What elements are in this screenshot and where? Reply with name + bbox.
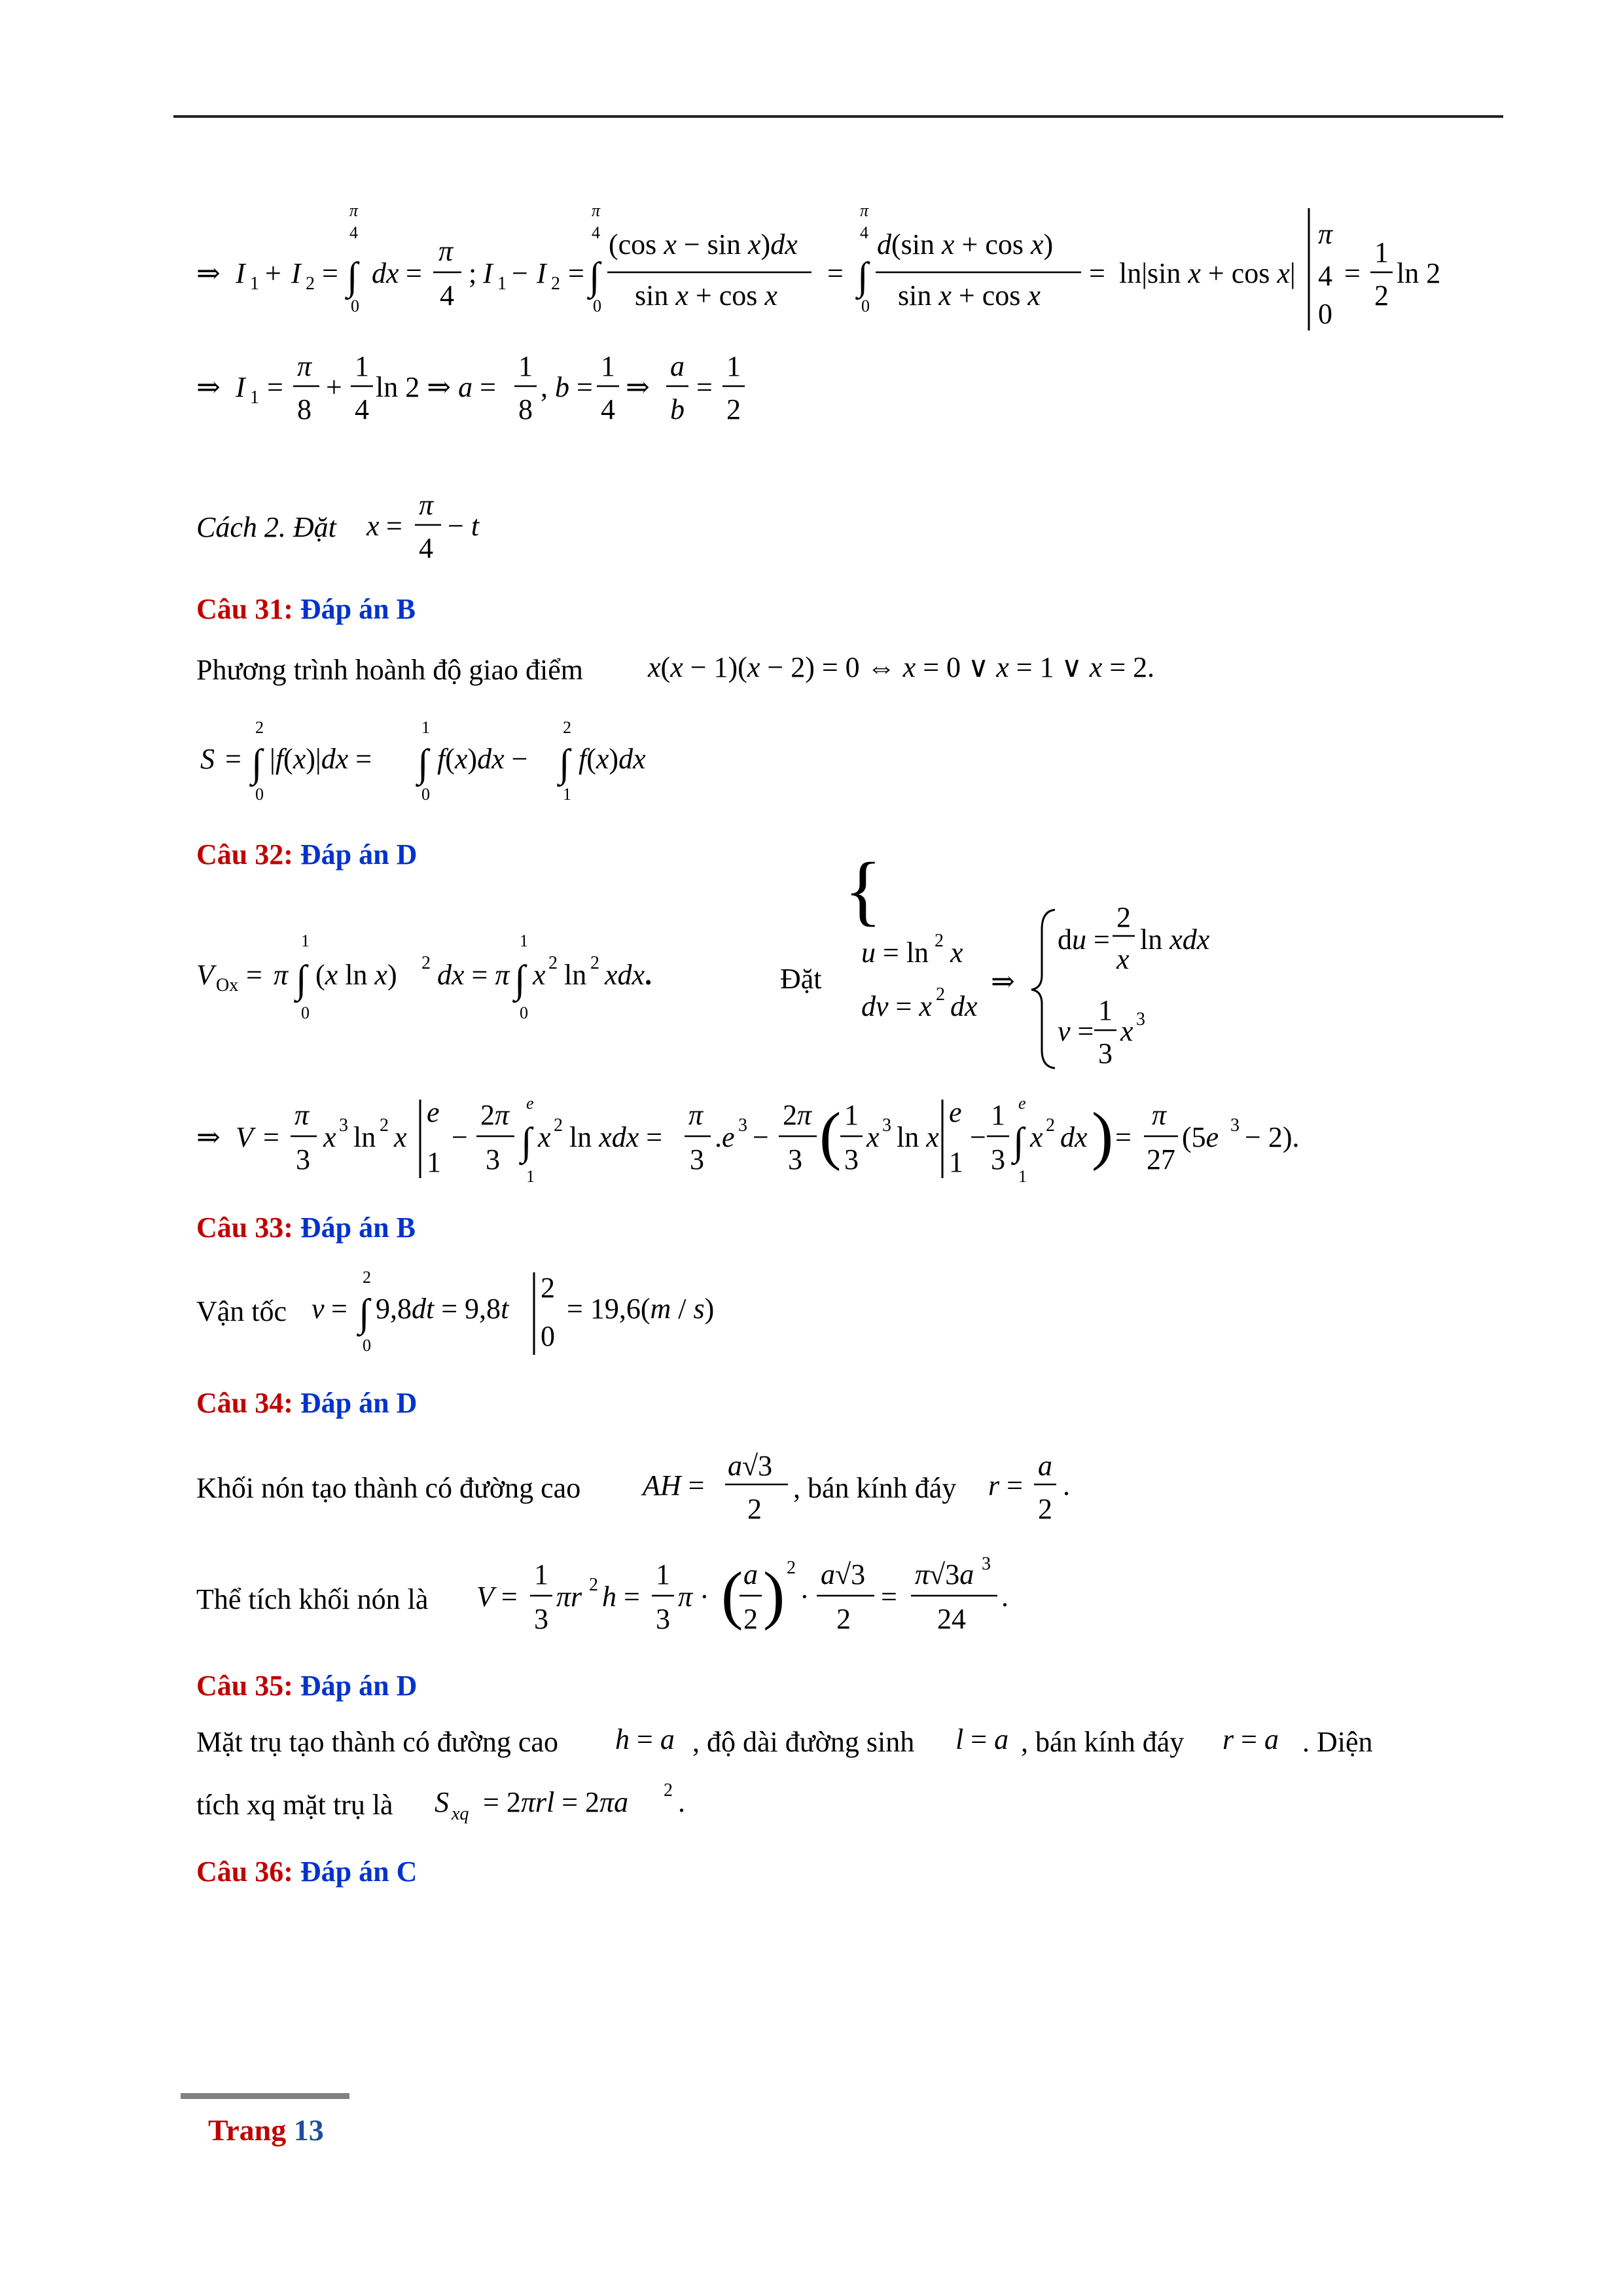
svg-text:2: 2 [836, 1603, 851, 1635]
svg-text:2: 2 [380, 1115, 389, 1136]
page-number: 13 [293, 2113, 324, 2147]
svg-text:1: 1 [656, 1558, 670, 1590]
q31-label: Câu 31: [196, 593, 293, 625]
svg-text:4: 4 [1318, 260, 1332, 292]
svg-text:π: π [860, 201, 869, 220]
svg-text:=: = [225, 743, 241, 775]
svg-text:0: 0 [363, 1336, 371, 1355]
svg-text:3: 3 [991, 1143, 1005, 1175]
svg-text:(x ln x): (x ln x) [315, 959, 397, 991]
svg-text:S: S [200, 743, 215, 775]
svg-text:2: 2 [1046, 1115, 1055, 1136]
svg-text:ln 2 ⇒ a =: ln 2 ⇒ a = [376, 371, 496, 403]
q32-volume-formula [196, 931, 652, 1022]
svg-text:dx: dx [1060, 1121, 1088, 1153]
svg-text:24: 24 [937, 1603, 966, 1635]
svg-text:0: 0 [421, 785, 430, 804]
q33-label: Câu 33: [196, 1211, 293, 1244]
svg-text:x(x − 1)(x − 2) = 0 ⇔ x = 0 ∨: x(x − 1)(x − 2) = 0 ⇔ x = 0 ∨ x = 1 ∨ x = 2. [648, 651, 1155, 683]
svg-text:.e: .e [715, 1121, 735, 1153]
svg-text:f(x)dx: f(x)dx [579, 743, 646, 775]
svg-text:3: 3 [486, 1143, 500, 1175]
q34-text2: Thể tích khối nón là [196, 1583, 429, 1615]
svg-text:π: π [1152, 1099, 1167, 1131]
svg-text:=: = [263, 1121, 279, 1153]
q32-answer: Đáp án D [300, 838, 418, 870]
svg-text:sin x + cos x: sin x + cos x [635, 279, 777, 312]
q36-label: Câu 36: [196, 1856, 293, 1888]
svg-text:2: 2 [255, 718, 264, 737]
svg-text:−: − [452, 1121, 468, 1153]
svg-text:=: = [881, 1581, 897, 1613]
q35-answer: Đáp án D [300, 1670, 418, 1702]
svg-text:ln xdx: ln xdx [1140, 924, 1210, 956]
svg-text:1: 1 [518, 350, 533, 382]
svg-text:0: 0 [351, 296, 359, 315]
svg-text:u = ln: u = ln [861, 937, 929, 969]
cach2-label: Cách 2. Đặt [196, 511, 336, 543]
svg-text:=: = [568, 257, 584, 289]
svg-text:1: 1 [949, 1146, 963, 1178]
svg-text:x: x [538, 1121, 551, 1153]
svg-text:π: π [1318, 218, 1333, 250]
svg-text:−: − [512, 257, 528, 289]
svg-text:, b =: , b = [541, 371, 593, 403]
svg-text:4: 4 [440, 279, 454, 312]
svg-text:π: π [297, 350, 312, 382]
svg-text:π√3a: π√3a [915, 1558, 974, 1590]
q34-text1b: , bán kính đáy [793, 1472, 957, 1504]
svg-text:a: a [743, 1558, 758, 1590]
svg-text:∫: ∫ [559, 742, 570, 785]
q31-area-formula [200, 718, 646, 804]
svg-text:x: x [866, 1121, 880, 1153]
svg-text:2: 2 [554, 1115, 563, 1136]
svg-text:f(x)dx −: f(x)dx − [437, 743, 528, 775]
svg-text:2: 2 [421, 953, 431, 973]
svg-text:=: = [1344, 257, 1361, 289]
q36-heading [196, 1855, 417, 1888]
svg-text:= 19,6(m / s): = 19,6(m / s) [567, 1293, 715, 1325]
svg-text:2: 2 [363, 1268, 371, 1287]
svg-text:e: e [949, 1096, 962, 1128]
q31-equation [647, 651, 1154, 683]
svg-text:1: 1 [601, 350, 615, 382]
svg-text:∫: ∫ [347, 255, 358, 298]
svg-text:(cos x − sin x)dx: (cos x − sin x)dx [609, 228, 798, 260]
svg-text:2: 2 [935, 931, 944, 951]
svg-text:2π: 2π [783, 1099, 812, 1131]
svg-text:27: 27 [1147, 1143, 1175, 1175]
svg-text:h = a: h = a [615, 1723, 675, 1755]
svg-text:8: 8 [518, 393, 533, 425]
svg-text:du =: du = [1058, 924, 1110, 956]
svg-text:π ·: π · [678, 1581, 709, 1613]
q31-text: Phương trình hoành độ giao điểm [196, 654, 583, 686]
svg-text:+: + [326, 371, 342, 403]
svg-text:= 2πrl = 2πa: = 2πrl = 2πa [483, 1786, 629, 1818]
svg-text:2: 2 [787, 1558, 796, 1578]
svg-text:2: 2 [726, 393, 741, 425]
svg-text:1: 1 [250, 274, 259, 294]
svg-text:− 2).: − 2). [1245, 1121, 1300, 1153]
svg-text:0: 0 [1318, 298, 1332, 330]
svg-text:{: { [844, 846, 882, 933]
svg-text:1: 1 [497, 274, 507, 294]
formula-line-1 [196, 201, 1440, 331]
svg-text:3: 3 [982, 1554, 991, 1574]
svg-text:1: 1 [1018, 1167, 1027, 1186]
svg-text:Ox: Ox [216, 975, 239, 996]
svg-text:4: 4 [355, 393, 369, 425]
svg-text:e: e [526, 1094, 534, 1113]
svg-text:AH =: AH = [643, 1469, 705, 1501]
svg-text:+: + [265, 257, 281, 289]
svg-text:1: 1 [534, 1558, 548, 1590]
svg-text:ln: ln [564, 959, 587, 991]
svg-text:h =: h = [602, 1581, 640, 1613]
svg-text:2: 2 [936, 984, 945, 1005]
cach2-formula [366, 489, 480, 564]
svg-text:sin x + cos x: sin x + cos x [898, 279, 1041, 312]
svg-text:e: e [427, 1096, 440, 1128]
svg-text:2: 2 [664, 1780, 673, 1801]
svg-text:a: a [1038, 1450, 1052, 1482]
svg-text:dx: dx [372, 257, 399, 289]
svg-text:4: 4 [601, 393, 615, 425]
svg-text:dx: dx [950, 990, 978, 1022]
svg-text:− t: − t [448, 510, 480, 542]
svg-text:l = a: l = a [955, 1723, 1009, 1755]
q32-dat-label: Đặt [780, 963, 822, 995]
svg-text:): ) [763, 1558, 785, 1631]
svg-text:xq: xq [452, 1804, 469, 1824]
q35-text1b: , độ dài đường sinh [692, 1726, 915, 1758]
svg-text:2: 2 [306, 274, 315, 294]
q33-text: Vận tốc [196, 1295, 287, 1327]
svg-text:π: π [349, 201, 359, 220]
svg-text:=: = [386, 510, 402, 542]
svg-text:1: 1 [991, 1099, 1005, 1131]
svg-text:⇒: ⇒ [196, 257, 221, 289]
svg-text:x: x [950, 937, 963, 969]
svg-text:r = a: r = a [1222, 1723, 1279, 1755]
svg-text:3: 3 [656, 1603, 670, 1635]
svg-text:2π: 2π [480, 1099, 510, 1131]
svg-text:3: 3 [788, 1143, 802, 1175]
svg-text:a√3: a√3 [821, 1558, 866, 1590]
svg-text:∫: ∫ [589, 255, 600, 298]
svg-text:x: x [1030, 1121, 1043, 1153]
svg-text:π: π [419, 489, 434, 521]
svg-text:∫: ∫ [296, 958, 307, 1001]
svg-text:x: x [533, 959, 546, 991]
svg-text:0: 0 [255, 785, 264, 804]
svg-text:=: = [1115, 1121, 1132, 1153]
q34-text1: Khối nón tạo thành có đường cao [196, 1472, 581, 1504]
svg-text:I: I [236, 371, 245, 403]
q36-answer: Đáp án C [300, 1856, 418, 1888]
svg-text:∫: ∫ [251, 742, 262, 785]
svg-text:∫: ∫ [1013, 1120, 1024, 1163]
svg-text:2: 2 [1374, 279, 1389, 312]
cach2-text [196, 511, 336, 544]
svg-text:d(sin x + cos x): d(sin x + cos x) [877, 228, 1054, 260]
svg-text:V: V [236, 1121, 253, 1153]
svg-text:3: 3 [690, 1143, 704, 1175]
page-footer [208, 2113, 324, 2147]
svg-text:⇒: ⇒ [991, 965, 1015, 997]
svg-text:1: 1 [301, 931, 310, 950]
svg-text:I: I [483, 257, 493, 289]
svg-text:0: 0 [541, 1320, 555, 1352]
svg-text:∫: ∫ [857, 255, 868, 298]
svg-text:2: 2 [563, 718, 571, 737]
svg-text:∫: ∫ [359, 1291, 370, 1335]
svg-text:3: 3 [339, 1115, 348, 1136]
svg-text:2: 2 [590, 953, 599, 973]
svg-text:3: 3 [1136, 1009, 1145, 1030]
q34-volume-formula [476, 1554, 1008, 1635]
svg-text:2: 2 [551, 274, 560, 294]
svg-text:v =: v = [1058, 1015, 1094, 1047]
formula-line-2 [196, 350, 745, 425]
svg-text:ln 2: ln 2 [1397, 257, 1441, 289]
q35-text2: tích xq mặt trụ là [196, 1789, 393, 1821]
q33-heading [196, 1211, 416, 1244]
svg-text:.: . [1063, 1469, 1070, 1501]
svg-text:v: v [312, 1293, 325, 1325]
q33-answer: Đáp án B [300, 1211, 416, 1244]
svg-text:⇒: ⇒ [626, 371, 650, 403]
svg-text:1: 1 [726, 350, 741, 382]
svg-text:3: 3 [844, 1143, 859, 1175]
svg-text:∫: ∫ [418, 742, 429, 785]
q32-heading [196, 838, 417, 871]
svg-text:=: = [1089, 257, 1105, 289]
svg-text:x: x [394, 1121, 407, 1153]
svg-text:I: I [236, 257, 245, 289]
svg-text:ln: ln [353, 1121, 376, 1153]
svg-text:3: 3 [882, 1115, 891, 1136]
svg-text:r =: r = [988, 1469, 1023, 1501]
footer-label: Trang [208, 2113, 287, 2147]
svg-text:3: 3 [1230, 1115, 1240, 1136]
svg-text:3: 3 [738, 1115, 747, 1136]
svg-text:0: 0 [301, 1003, 310, 1022]
svg-text:3: 3 [534, 1603, 548, 1635]
svg-text:=: = [827, 257, 844, 289]
svg-text:V =: V = [476, 1581, 518, 1613]
svg-text:·: · [800, 1581, 810, 1613]
svg-text:x: x [1116, 943, 1130, 975]
svg-text:4: 4 [592, 223, 600, 242]
svg-text:2: 2 [747, 1493, 762, 1525]
svg-text:π: π [294, 1099, 310, 1131]
svg-text:=: = [267, 371, 283, 403]
svg-text:3: 3 [296, 1143, 310, 1175]
q35-heading [196, 1669, 417, 1702]
svg-text:dv = x: dv = x [861, 990, 932, 1022]
svg-text:V: V [196, 959, 214, 991]
svg-text:e: e [1018, 1094, 1026, 1113]
svg-text:π: π [274, 959, 289, 991]
svg-text:1: 1 [421, 718, 430, 737]
q35-label: Câu 35: [196, 1670, 293, 1702]
q34-label: Câu 34: [196, 1387, 293, 1419]
svg-text:π: π [438, 235, 454, 267]
svg-text:x: x [366, 510, 380, 542]
svg-text:2: 2 [589, 1575, 598, 1595]
svg-text:|f(x)|dx =: |f(x)|dx = [270, 743, 372, 775]
svg-text:xdx.: xdx. [605, 959, 652, 991]
svg-text:I: I [291, 257, 301, 289]
svg-text:(: ( [721, 1558, 743, 1631]
svg-text:⇒: ⇒ [196, 371, 221, 403]
svg-text:2: 2 [1038, 1493, 1052, 1525]
q35-text1c: , bán kính đáy [1021, 1726, 1185, 1758]
svg-text:8: 8 [297, 393, 312, 425]
q32-label: Câu 32: [196, 838, 293, 870]
svg-text:1: 1 [1374, 236, 1389, 268]
svg-text:2: 2 [1116, 901, 1131, 933]
svg-text:1: 1 [844, 1099, 859, 1131]
svg-text:x: x [323, 1121, 336, 1153]
svg-text:=: = [331, 1293, 348, 1325]
svg-text:(5e: (5e [1182, 1121, 1219, 1153]
svg-text:1: 1 [250, 387, 259, 408]
svg-text:(: ( [819, 1099, 842, 1172]
q32-result [196, 1094, 1299, 1186]
svg-text:1: 1 [1098, 994, 1113, 1026]
q34-heading [196, 1386, 417, 1420]
svg-text:.: . [1001, 1581, 1008, 1613]
svg-text:b: b [670, 393, 685, 425]
svg-text:1: 1 [427, 1146, 441, 1178]
svg-text:0: 0 [593, 296, 601, 315]
svg-text:x: x [1120, 1015, 1133, 1047]
q34-answer: Đáp án D [300, 1387, 418, 1419]
svg-text:1: 1 [563, 785, 571, 804]
svg-text:3: 3 [1098, 1037, 1113, 1069]
svg-text:dx = π: dx = π [437, 959, 510, 991]
svg-text:π: π [592, 201, 601, 220]
svg-text:ln xdx =: ln xdx = [569, 1121, 663, 1153]
q31-heading [196, 592, 416, 626]
q35-text1a: Mặt trụ tạo thành có đường cao [196, 1726, 558, 1758]
svg-text:=: = [406, 257, 422, 289]
svg-text:−: − [753, 1121, 769, 1153]
svg-text:=: = [696, 371, 713, 403]
q31-answer: Đáp án B [300, 593, 416, 625]
svg-text:−: − [970, 1121, 986, 1153]
footer-rule [181, 2093, 349, 2099]
svg-text:∫: ∫ [521, 1120, 532, 1163]
svg-text:2: 2 [743, 1603, 758, 1635]
svg-text:ln x: ln x [897, 1121, 939, 1153]
svg-text:0: 0 [861, 296, 870, 315]
svg-text:;: ; [469, 257, 477, 289]
svg-text:2: 2 [548, 953, 558, 973]
svg-text:4: 4 [419, 532, 433, 564]
q32-substitution [844, 846, 1210, 1069]
svg-text:S: S [435, 1786, 449, 1818]
svg-text:I: I [537, 257, 546, 289]
svg-text:.: . [678, 1786, 685, 1818]
svg-text:2: 2 [541, 1272, 555, 1304]
svg-text:4: 4 [349, 223, 358, 242]
svg-text:9,8dt = 9,8t: 9,8dt = 9,8t [376, 1293, 509, 1325]
svg-text:πr: πr [556, 1581, 582, 1613]
svg-text:): ) [1092, 1099, 1114, 1172]
svg-text:⇒: ⇒ [196, 1121, 221, 1153]
svg-text:1: 1 [520, 931, 528, 950]
svg-text:1: 1 [526, 1167, 535, 1186]
svg-text:a√3: a√3 [728, 1450, 773, 1482]
svg-text:=: = [246, 959, 262, 991]
svg-text:π: π [688, 1099, 704, 1131]
svg-text:=: = [322, 257, 338, 289]
svg-text:0: 0 [520, 1003, 528, 1022]
svg-text:1: 1 [355, 350, 369, 382]
q33-velocity-formula [312, 1268, 714, 1355]
svg-text:a: a [670, 350, 685, 382]
svg-text:∫: ∫ [514, 958, 526, 1001]
q35-text1d: . Diện [1302, 1726, 1373, 1758]
svg-text:4: 4 [860, 223, 868, 242]
svg-text:ln|sin x + cos x|: ln|sin x + cos x| [1119, 257, 1296, 289]
